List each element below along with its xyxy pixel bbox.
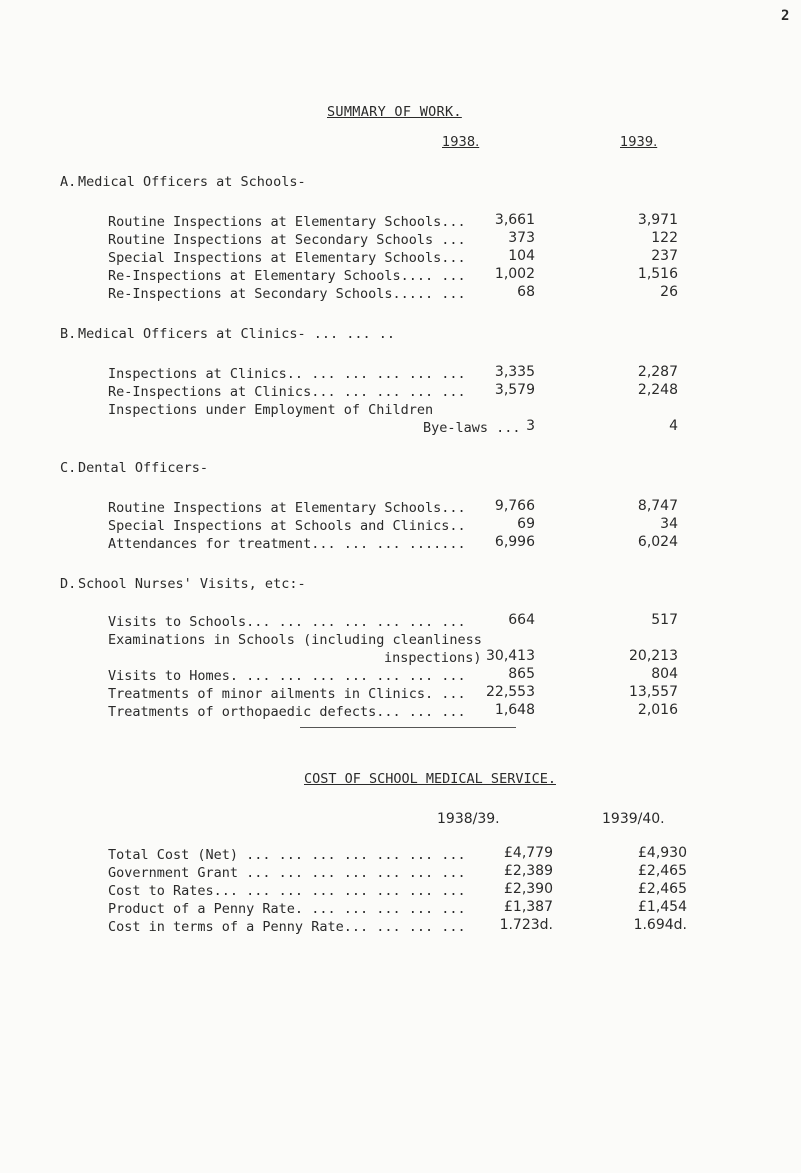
row-value-1938: 3 bbox=[526, 418, 535, 434]
section-letter-d: D. bbox=[60, 576, 77, 592]
row-label: Visits to Schools... ... ... ... ... ... ... bbox=[108, 614, 466, 630]
section-letter-a: A. bbox=[60, 174, 77, 190]
cost-section-title: COST OF SCHOOL MEDICAL SERVICE. bbox=[304, 771, 556, 787]
row-value-1939: 34 bbox=[660, 516, 678, 532]
section-letter-b: B. bbox=[60, 326, 77, 342]
row-value-1939: 26 bbox=[660, 284, 678, 300]
row-label: Re-Inspections at Secondary Schools..... ... bbox=[108, 286, 466, 302]
row-value-1938: 865 bbox=[508, 666, 535, 682]
section-heading-a: Medical Officers at Schools- bbox=[78, 174, 306, 190]
row-value-1939: 8,747 bbox=[637, 498, 678, 514]
row-label: Routine Inspections at Secondary Schools ... bbox=[108, 232, 466, 248]
row-label: Bye-laws ... bbox=[423, 420, 521, 436]
row-label: Inspections at Clinics.. ... ... ... ... ... bbox=[108, 366, 466, 382]
row-value-1939: 2,016 bbox=[637, 702, 678, 718]
cost-value-1939-40: £2,465 bbox=[638, 863, 687, 879]
cost-value-1939-40: £1,454 bbox=[638, 899, 687, 915]
page-number: 2 bbox=[781, 8, 790, 24]
row-value-1938: 3,335 bbox=[494, 364, 535, 380]
cost-value-1938-39: £1,387 bbox=[504, 899, 553, 915]
cost-row-label: Cost in terms of a Penny Rate... ... ... ... bbox=[108, 919, 466, 935]
row-label: Re-Inspections at Clinics... ... ... ... ... bbox=[108, 384, 466, 400]
row-label: Visits to Homes. ... ... ... ... ... ... ... bbox=[108, 668, 466, 684]
row-value-1938: 6,996 bbox=[494, 534, 535, 550]
row-value-1939: 122 bbox=[651, 230, 678, 246]
cost-row-label: Total Cost (Net) ... ... ... ... ... ... ... bbox=[108, 847, 466, 863]
row-label: Attendances for treatment... ... ... ....... bbox=[108, 536, 466, 552]
year-header-1938: 1938. bbox=[442, 135, 480, 150]
cost-value-1938-39: 1.723d. bbox=[499, 917, 553, 933]
row-value-1938: 373 bbox=[508, 230, 535, 246]
cost-row-label: Cost to Rates... ... ... ... ... ... ... ... bbox=[108, 883, 466, 899]
row-value-1939: 804 bbox=[651, 666, 678, 682]
cost-value-1938-39: £2,390 bbox=[504, 881, 553, 897]
row-value-1938: 1,648 bbox=[494, 702, 535, 718]
cost-year-header-1939-40: 1939/40. bbox=[602, 811, 665, 827]
row-value-1938: 3,661 bbox=[494, 212, 535, 228]
row-label: Routine Inspections at Elementary Schools... bbox=[108, 214, 466, 230]
row-label: Special Inspections at Elementary Schools... bbox=[108, 250, 466, 266]
row-value-1938: 3,579 bbox=[494, 382, 535, 398]
row-value-1938: 69 bbox=[517, 516, 535, 532]
cost-row-label: Government Grant ... ... ... ... ... ... ... bbox=[108, 865, 466, 881]
row-value-1939: 517 bbox=[651, 612, 678, 628]
cost-value-1939-40: 1.694d. bbox=[633, 917, 687, 933]
cost-value-1939-40: £4,930 bbox=[638, 845, 687, 861]
section-heading-d: School Nurses' Visits, etc:- bbox=[78, 576, 306, 592]
cost-row-label: Product of a Penny Rate. ... ... ... ... ... bbox=[108, 901, 466, 917]
row-label: Treatments of minor ailments in Clinics. ... bbox=[108, 686, 466, 702]
row-value-1939: 3,971 bbox=[637, 212, 678, 228]
divider-rule bbox=[300, 727, 516, 728]
row-value-1938: 68 bbox=[517, 284, 535, 300]
row-value-1938: 1,002 bbox=[494, 266, 535, 282]
row-value-1938: 104 bbox=[508, 248, 535, 264]
cost-value-1939-40: £2,465 bbox=[638, 881, 687, 897]
row-value-1939: 20,213 bbox=[629, 648, 678, 664]
row-label: Routine Inspections at Elementary Schools... bbox=[108, 500, 466, 516]
row-value-1939: 2,287 bbox=[637, 364, 678, 380]
row-label: inspections) bbox=[384, 650, 482, 666]
row-value-1938: 22,553 bbox=[486, 684, 535, 700]
section-heading-c: Dental Officers- bbox=[78, 460, 209, 476]
row-label: Re-Inspections at Elementary Schools.... ... bbox=[108, 268, 466, 284]
page-title: SUMMARY OF WORK. bbox=[327, 104, 462, 120]
row-value-1939: 13,557 bbox=[629, 684, 678, 700]
row-value-1939: 4 bbox=[669, 418, 678, 434]
year-header-1939: 1939. bbox=[620, 135, 658, 150]
row-value-1939: 1,516 bbox=[637, 266, 678, 282]
section-heading-b: Medical Officers at Clinics- ... ... .. bbox=[78, 326, 395, 342]
cost-value-1938-39: £4,779 bbox=[504, 845, 553, 861]
row-value-1938: 9,766 bbox=[494, 498, 535, 514]
row-label: Treatments of orthopaedic defects... ... ... bbox=[108, 704, 466, 720]
row-label: Special Inspections at Schools and Clinics.. bbox=[108, 518, 466, 534]
cost-value-1938-39: £2,389 bbox=[504, 863, 553, 879]
row-value-1939: 2,248 bbox=[637, 382, 678, 398]
row-label: Inspections under Employment of Children bbox=[108, 402, 434, 418]
row-value-1939: 6,024 bbox=[637, 534, 678, 550]
row-value-1938: 30,413 bbox=[486, 648, 535, 664]
row-value-1939: 237 bbox=[651, 248, 678, 264]
cost-year-header-1938-39: 1938/39. bbox=[437, 811, 500, 827]
row-label: Examinations in Schools (including cleanliness bbox=[108, 632, 482, 648]
row-value-1938: 664 bbox=[508, 612, 535, 628]
section-letter-c: C. bbox=[60, 460, 77, 476]
